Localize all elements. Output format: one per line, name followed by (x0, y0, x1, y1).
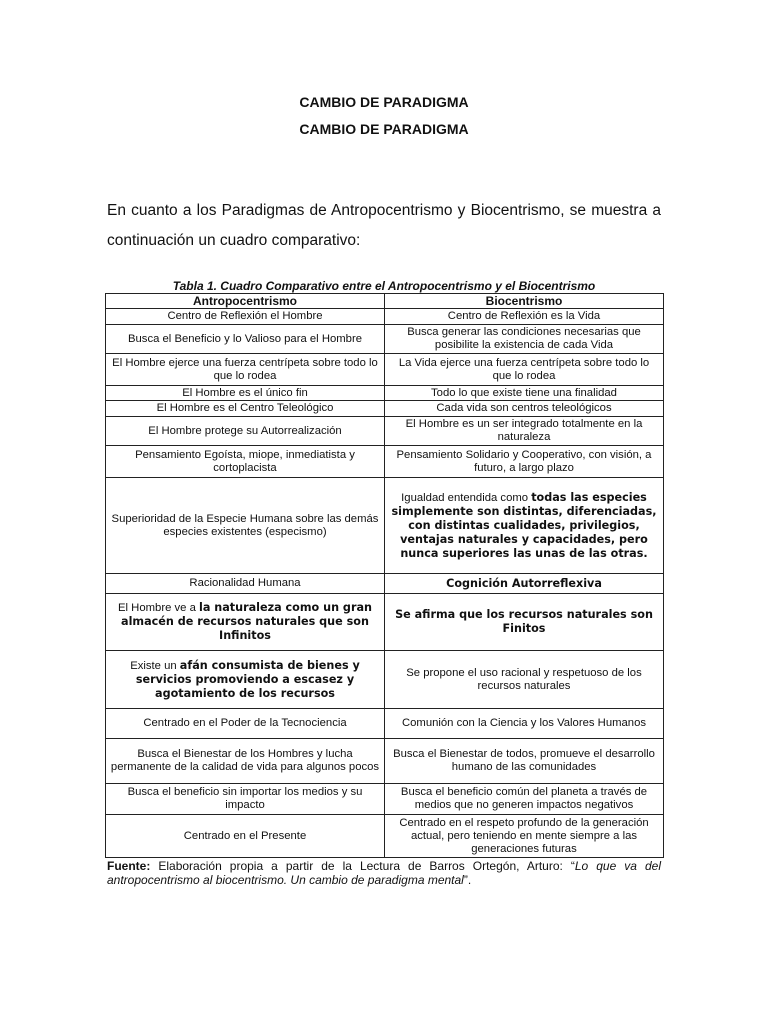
cell-right-bold: todas las especies simplemente son distintas, diferenciadas, con distintas cualidades, privilegios, ventajas naturales y capacidades, pero nunca superiores las unas de las otras. (391, 490, 657, 560)
cell-left-plain: El Hombre ve a (118, 602, 199, 614)
cell-right: La Vida ejerce una fuerza centrípeta sobre todo lo que lo rodea (385, 354, 664, 386)
page-title: CAMBIO DE PARADIGMA (299, 94, 469, 110)
cell-left: Busca el beneficio sin importar los medios y su impacto (106, 784, 385, 815)
cell-right-plain: Igualdad entendida como (401, 491, 532, 504)
cell-left-bold: la naturaleza como un gran almacén de recursos naturales que son Infinitos (121, 601, 372, 642)
cell-left: Centro de Reflexión el Hombre (106, 309, 385, 325)
cell-left: Racionalidad Humana (106, 574, 385, 594)
cell-left (106, 651, 385, 709)
source-note (107, 859, 661, 887)
comparison-table (105, 293, 664, 858)
cell-right (385, 574, 664, 594)
table-caption: Tabla 1. Cuadro Comparativo entre el Antropocentrismo y el Biocentrismo (172, 279, 596, 293)
page-subtitle: CAMBIO DE PARADIGMA (299, 121, 469, 137)
table-row (106, 709, 664, 739)
cell-left (106, 594, 385, 651)
table-row (106, 739, 664, 784)
table-row (106, 309, 664, 325)
cell-right-bold: Se afirma que los recursos naturales son Finitos (395, 608, 653, 635)
cell-left-bold: afán consumista de bienes y servicios promoviendo a escasez y agotamiento de los recursos (135, 658, 360, 700)
cell-right: Todo lo que existe tiene una finalidad (385, 386, 664, 401)
cell-left: El Hombre es el Centro Teleológico (106, 401, 385, 417)
cell-left: El Hombre protege su Autorrealización (106, 417, 385, 446)
cell-right: Centrado en el respeto profundo de la generación actual, pero teniendo en mente siempre a las generaciones futuras (385, 815, 664, 858)
table-row (106, 574, 664, 594)
cell-left: Busca el Beneficio y lo Valioso para el Hombre (106, 325, 385, 354)
table-header-row (106, 294, 664, 309)
cell-left: Busca el Bienestar de los Hombres y lucha permanente de la calidad de vida para algunos pocos (106, 739, 385, 784)
cell-left: El Hombre es el único fin (106, 386, 385, 401)
header-biocentrismo: Biocentrismo (385, 294, 664, 309)
cell-left-plain: Existe un (130, 659, 180, 672)
header-antropocentrismo: Antropocentrismo (106, 294, 385, 309)
source-text: Elaboración propia a partir de la Lectura de Barros Ortegón, Arturo: “ (150, 859, 575, 873)
cell-right: Pensamiento Solidario y Cooperativo, con visión, a futuro, a largo plazo (385, 446, 664, 478)
table-row (106, 478, 664, 574)
table-row (106, 386, 664, 401)
cell-left: Superioridad de la Especie Humana sobre las demás especies existentes (especismo) (106, 478, 385, 574)
table-row (106, 594, 664, 651)
table-row (106, 651, 664, 709)
cell-right: Se propone el uso racional y respetuoso de los recursos naturales (385, 651, 664, 709)
intro-paragraph: En cuanto a los Paradigmas de Antropocentrismo y Biocentrismo, se muestra a continuación un cuadro comparativo: (107, 202, 661, 249)
table-row (106, 417, 664, 446)
cell-right-bold: Cognición Autorreflexiva (446, 576, 602, 590)
table-row (106, 446, 664, 478)
cell-right: Busca el Bienestar de todos, promueve el desarrollo humano de las comunidades (385, 739, 664, 784)
cell-left: Centrado en el Poder de la Tecnociencia (106, 709, 385, 739)
table-row (106, 784, 664, 815)
cell-left: Centrado en el Presente (106, 815, 385, 858)
cell-right: Comunión con la Ciencia y los Valores Humanos (385, 709, 664, 739)
source-end: ”. (463, 873, 472, 887)
cell-right: El Hombre es un ser integrado totalmente en la naturaleza (385, 417, 664, 446)
cell-right: Cada vida son centros teleológicos (385, 401, 664, 417)
cell-right: Centro de Reflexión es la Vida (385, 309, 664, 325)
table-row (106, 354, 664, 386)
cell-right (385, 478, 664, 574)
table-row (106, 401, 664, 417)
cell-left: El Hombre ejerce una fuerza centrípeta sobre todo lo que lo rodea (106, 354, 385, 386)
cell-right (385, 594, 664, 651)
cell-right: Busca el beneficio común del planeta a través de medios que no generen impactos negativos (385, 784, 664, 815)
cell-left: Pensamiento Egoísta, miope, inmediatista y cortoplacista (106, 446, 385, 478)
source-title: Lo que va del antropocentrismo al biocentrismo. Un cambio de paradigma mental (107, 859, 661, 887)
table-row (106, 815, 664, 858)
source-label: Fuente: (107, 859, 151, 873)
cell-right: Busca generar las condiciones necesarias que posibilite la existencia de cada Vida (385, 325, 664, 354)
table-row (106, 325, 664, 354)
